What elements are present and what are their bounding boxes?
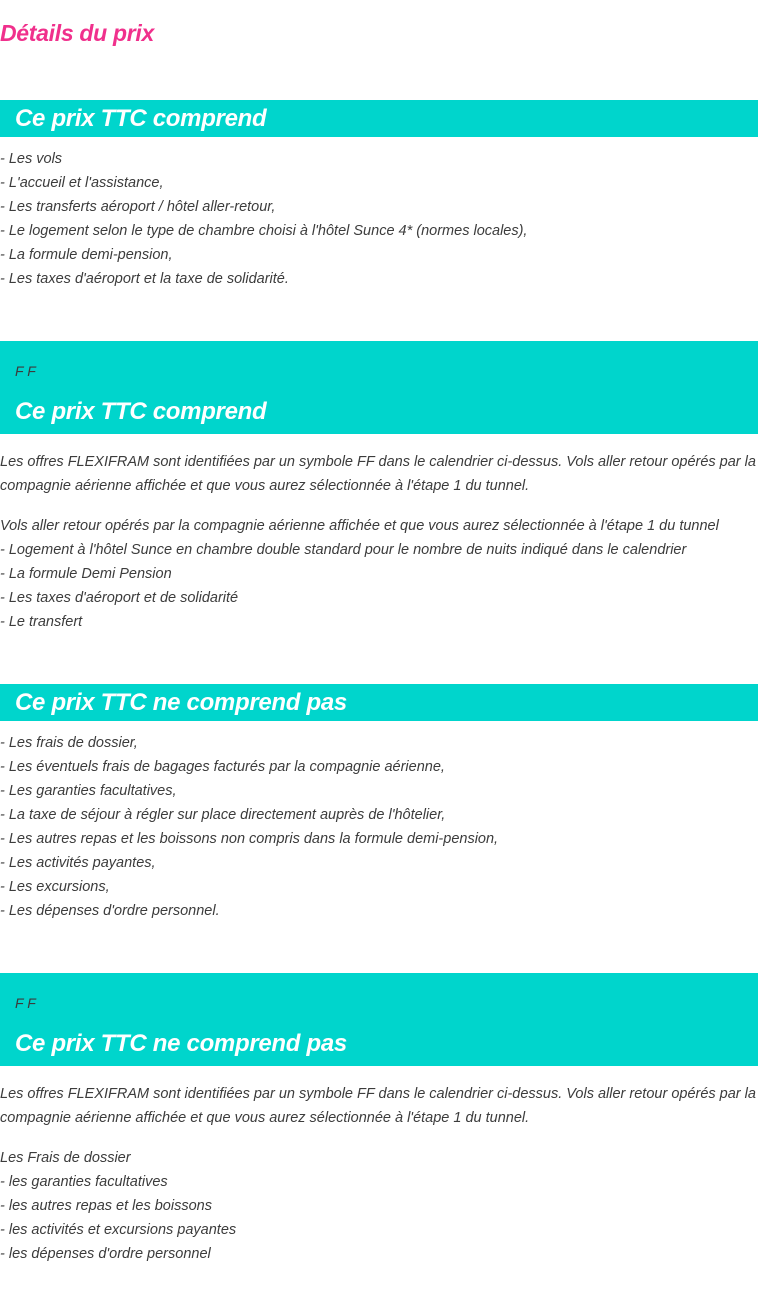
list-item: - les garanties facultatives [0, 1174, 168, 1190]
ff-symbol: F F [15, 995, 36, 1011]
section-header-included [0, 100, 758, 137]
list-item: - Les vols [0, 151, 63, 167]
included-list [0, 147, 758, 291]
list-item: - Les activités payantes, [0, 855, 156, 871]
list-item: - les dépenses d'ordre personnel [0, 1246, 211, 1262]
not-included-list [0, 731, 758, 923]
page-title: Détails du prix [0, 20, 154, 46]
list-item: - Le transfert [0, 614, 83, 630]
ff-symbol: F F [15, 363, 36, 379]
intro-paragraph: Les offres FLEXIFRAM sont identifiées par un symbole FF dans le calendrier ci-dessus. Vols aller retour opérés par la compagnie aérienne affichée et que vous aurez sélectionnée à l'étape 1 du tunnel. [0, 454, 756, 494]
section-header-ff-included [0, 341, 758, 434]
list-item: - La formule demi-pension, [0, 247, 173, 263]
list-item: - La taxe de séjour à régler sur place directement auprès de l'hôtelier, [0, 807, 446, 823]
ff-included-list [0, 514, 758, 634]
list-item: - Les frais de dossier, [0, 735, 138, 751]
ff-not-included-intro [0, 1082, 758, 1130]
list-item: - Le logement selon le type de chambre choisi à l'hôtel Sunce 4* (normes locales), [0, 223, 528, 239]
section-heading: Ce prix TTC ne comprend pas [15, 689, 347, 716]
list-item: - les activités et excursions payantes [0, 1222, 237, 1238]
list-item: - Les garanties facultatives, [0, 783, 177, 799]
section-heading: Ce prix TTC ne comprend pas [15, 1030, 347, 1057]
section-header-ff-not-included [0, 973, 758, 1066]
list-item: - Les autres repas et les boissons non compris dans la formule demi-pension, [0, 831, 499, 847]
section-heading: Ce prix TTC comprend [15, 398, 267, 425]
list-item: - Les taxes d'aéroport et de solidarité [0, 590, 239, 606]
list-item: - Logement à l'hôtel Sunce en chambre double standard pour le nombre de nuits indiqué dans le calendrier [0, 542, 687, 558]
list-item: - Les dépenses d'ordre personnel. [0, 903, 220, 919]
list-item: - Les excursions, [0, 879, 110, 895]
section-header-not-included [0, 684, 758, 721]
intro-paragraph: Les offres FLEXIFRAM sont identifiées par un symbole FF dans le calendrier ci-dessus. Vols aller retour opérés par la compagnie aérienne affichée et que vous aurez sélectionnée à l'étape 1 du tunnel. [0, 1086, 756, 1126]
list-item: - La formule Demi Pension [0, 566, 172, 582]
list-item: - Les éventuels frais de bagages facturés par la compagnie aérienne, [0, 759, 445, 775]
list-item: Les Frais de dossier [0, 1150, 131, 1166]
section-heading: Ce prix TTC comprend [15, 105, 267, 132]
ff-included-intro [0, 450, 758, 498]
ff-not-included-list [0, 1146, 758, 1266]
list-item: - L'accueil et l'assistance, [0, 175, 164, 191]
list-item: - Les transferts aéroport / hôtel aller-retour, [0, 199, 276, 215]
list-item: Vols aller retour opérés par la compagnie aérienne affichée et que vous aurez sélectionnée à l'étape 1 du tunnel [0, 518, 719, 534]
list-item: - les autres repas et les boissons [0, 1198, 212, 1214]
list-item: - Les taxes d'aéroport et la taxe de solidarité. [0, 271, 289, 287]
